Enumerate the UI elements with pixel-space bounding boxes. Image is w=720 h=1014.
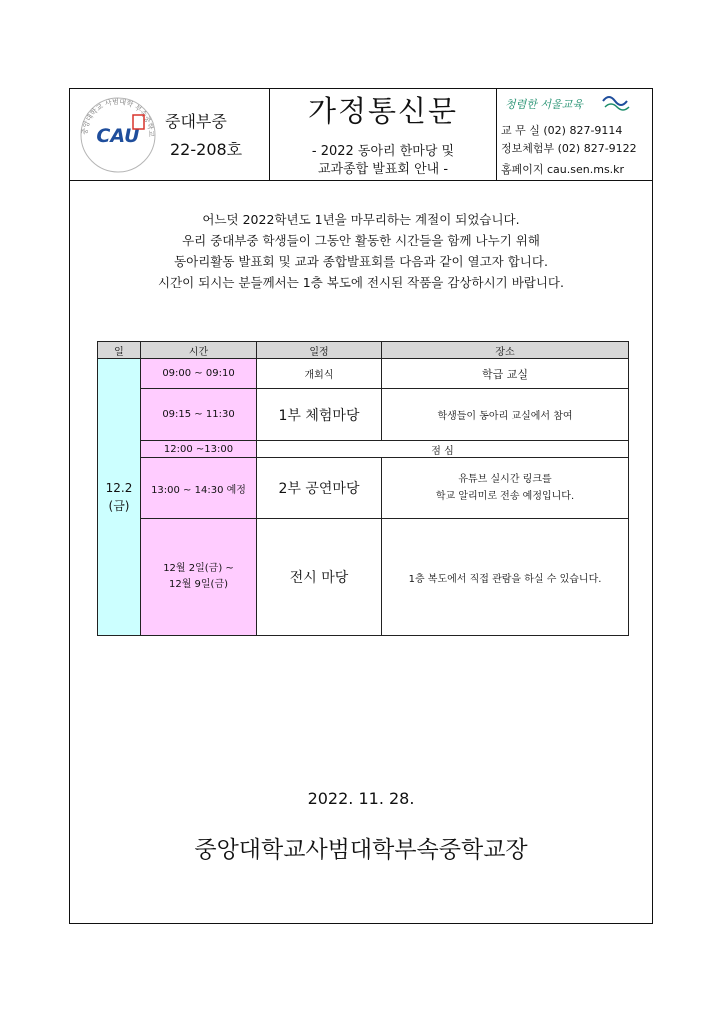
edu-logo-text: 청렴한 서울교육 xyxy=(505,98,583,111)
time-cell: 12:00 ~13:00 xyxy=(141,441,257,458)
place-cell: 학생들이 동아리 교실에서 참여 xyxy=(382,389,629,441)
time-line: 12월 9일(금) xyxy=(168,579,229,590)
col-header-place: 장소 xyxy=(382,342,629,359)
place-cell: 학급 교실 xyxy=(382,359,629,389)
time-cell xyxy=(141,519,257,636)
table-row xyxy=(98,458,629,519)
table-row xyxy=(98,519,629,636)
logo-brand-text: CAU xyxy=(96,125,140,147)
contact-line: 교 무 실 (02) 827-9114 xyxy=(501,124,623,137)
time-cell: 09:15 ~ 11:30 xyxy=(141,389,257,441)
day-date: 12.2 xyxy=(105,481,133,495)
document-header xyxy=(70,89,652,181)
principal-signature-line: 중앙대학교사범대학부속중학교장 xyxy=(194,837,528,863)
logo-ring-text: 중앙대학교 사범대학 부속중학교 xyxy=(80,97,156,138)
col-header-day: 일 xyxy=(98,342,141,359)
contact-line: 홈페이지 cau.sen.ms.kr xyxy=(501,163,625,176)
place-line: 학교 알리미로 전송 예정입니다. xyxy=(435,491,575,502)
contact-line: 정보체험부 (02) 827-9122 xyxy=(501,142,637,155)
subtitle-line-2: 교과종합 발표회 안내 - xyxy=(317,162,449,177)
intro-line: 시간이 되시는 분들께서는 1층 복도에 전시된 작품을 감상하시기 바랍니다. xyxy=(158,275,564,290)
issue-number: 22-208호 xyxy=(170,140,243,159)
issue-date: 2022. 11. 28. xyxy=(307,789,415,808)
document-frame xyxy=(69,88,653,924)
lunch-cell: 점 심 xyxy=(257,441,629,458)
col-header-event: 일정 xyxy=(257,342,382,359)
time-cell: 09:00 ~ 09:10 xyxy=(141,359,257,389)
event-cell: 2부 공연마당 xyxy=(257,458,382,519)
place-line: 유튜브 실시간 링크를 xyxy=(458,474,552,485)
event-cell: 1부 체험마당 xyxy=(257,389,382,441)
intro-line: 우리 중대부중 학생들이 그동안 활동한 시간들을 함께 나누기 위해 xyxy=(182,233,540,248)
table-row xyxy=(98,389,629,441)
intro-line: 동아리활동 발표회 및 교과 종합발표회를 다음과 같이 열고자 합니다. xyxy=(174,254,548,269)
day-weekday: (금) xyxy=(108,499,130,513)
table-row xyxy=(98,359,629,389)
day-cell xyxy=(98,359,141,636)
subtitle-line-1: - 2022 동아리 한마당 및 xyxy=(311,144,455,159)
time-cell: 13:00 ~ 14:30 예정 xyxy=(141,458,257,519)
title-cell xyxy=(270,89,497,180)
event-cell: 개회식 xyxy=(257,359,382,389)
intro-paragraph xyxy=(70,209,652,293)
contact-cell xyxy=(497,89,654,180)
school-short-name: 중대부중 xyxy=(165,112,227,131)
school-logo-emblem xyxy=(78,95,158,175)
school-info-cell xyxy=(70,89,270,180)
event-cell: 전시 마당 xyxy=(257,519,382,636)
place-cell: 1층 복도에서 직접 관람을 하실 수 있습니다. xyxy=(382,519,629,636)
schedule-table xyxy=(97,341,629,636)
table-row xyxy=(98,441,629,458)
page-title: 가정통신문 xyxy=(307,94,459,128)
intro-line: 어느덧 2022학년도 1년을 마무리하는 계절이 되었습니다. xyxy=(202,212,520,227)
edu-office-logo xyxy=(503,91,643,115)
place-cell xyxy=(382,458,629,519)
col-header-time: 시간 xyxy=(141,342,257,359)
table-header-row xyxy=(98,342,629,359)
time-line: 12월 2일(금) ~ xyxy=(163,563,234,574)
